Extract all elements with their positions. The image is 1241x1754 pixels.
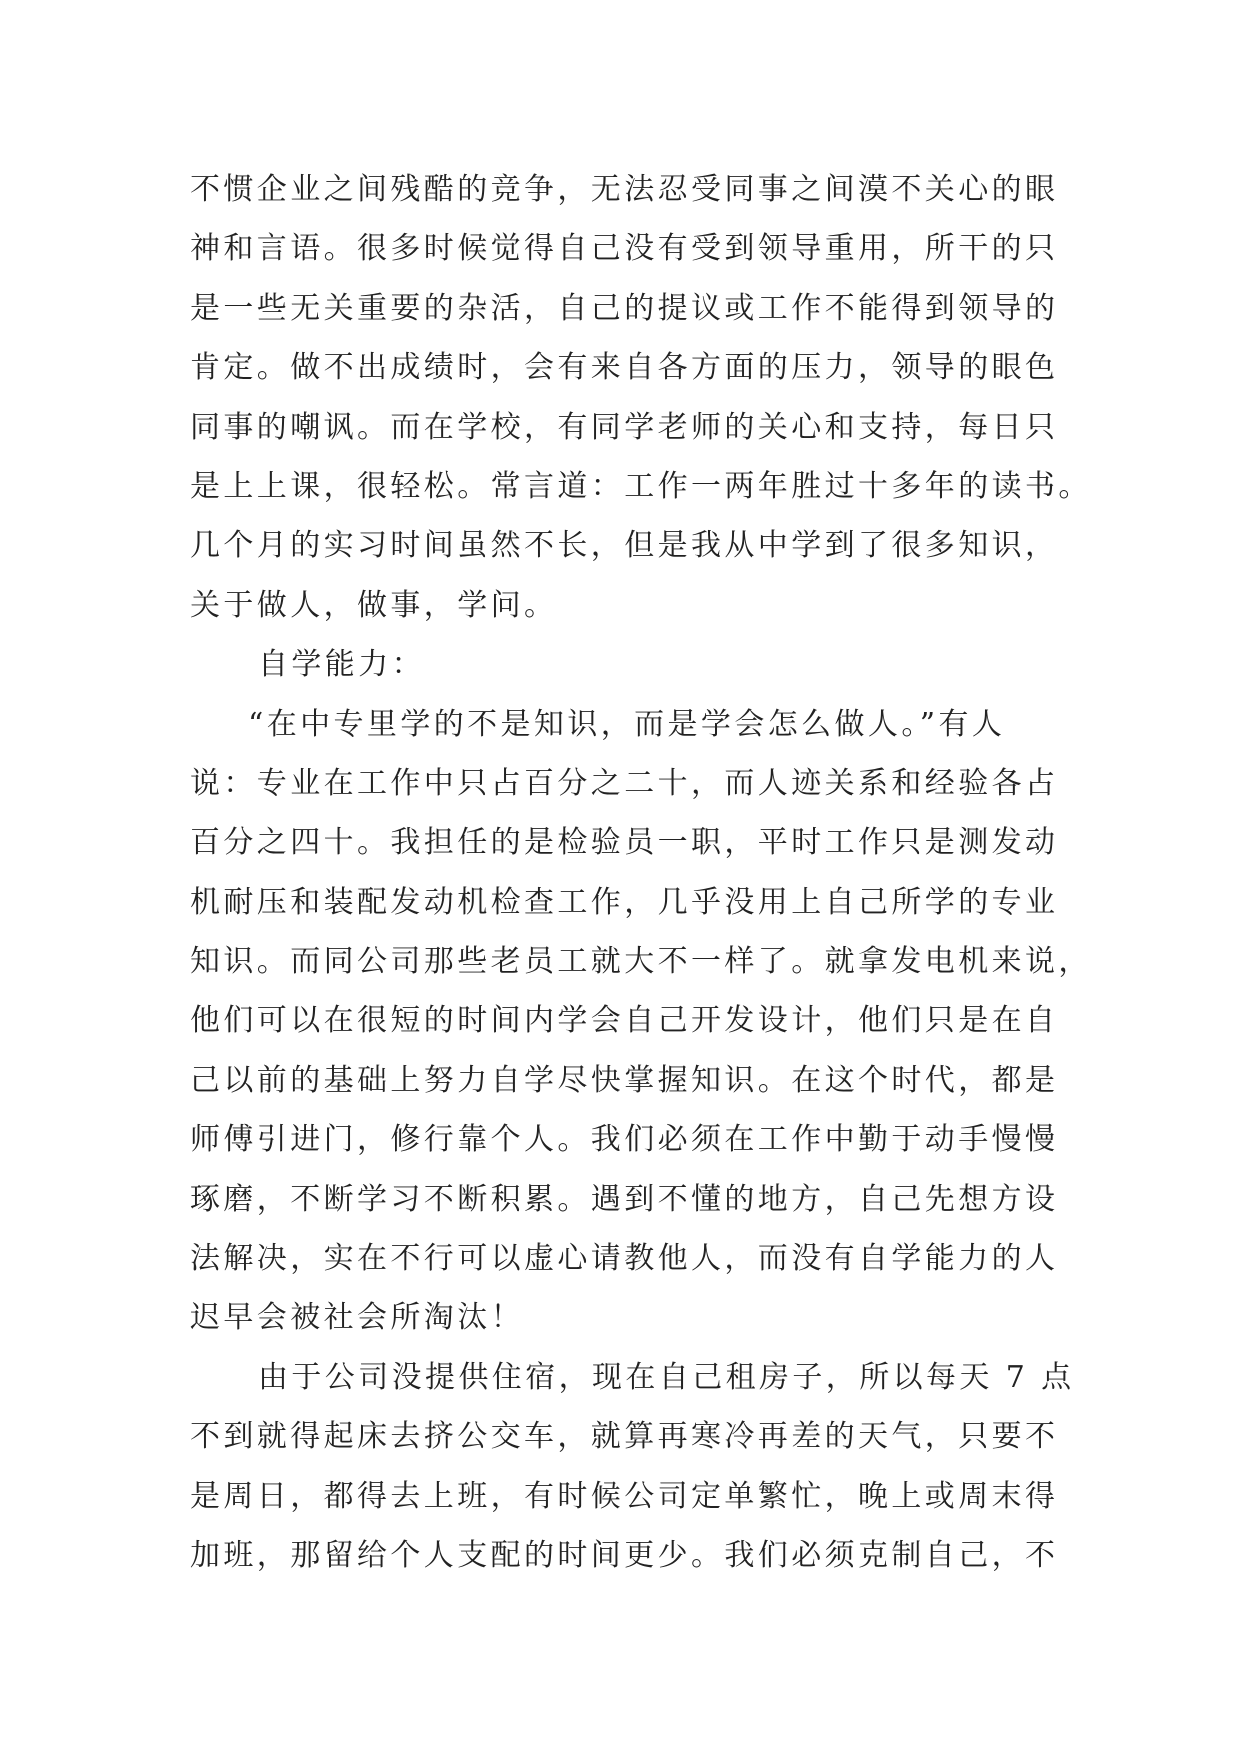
- text-line: 知识。而同公司那些老员工就大不一样了。就拿发电机来说，: [190, 944, 1092, 980]
- text-line: 几个月的实习时间虽然不长，但是我从中学到了很多知识，: [190, 528, 1059, 564]
- text-line: 不到就得起床去挤公交车，就算再寒冷再差的天气，只要不: [190, 1419, 1059, 1455]
- body-text: [190, 160, 1092, 1585]
- text-line: 加班，那留给个人支配的时间更少。我们必须克制自己，不: [190, 1537, 1059, 1573]
- text-line: 琢磨，不断学习不断积累。遇到不懂的地方，自己先想方设: [190, 1181, 1059, 1217]
- text-line: 是周日，都得去上班，有时候公司定单繁忙，晚上或周末得: [190, 1478, 1059, 1514]
- text-line: 肯定。做不出成绩时，会有来自各方面的压力，领导的眼色: [190, 350, 1059, 386]
- text-line: 由于公司没提供住宿，现在自己租房子，所以每天 7 点: [258, 1359, 1075, 1395]
- text-line: 百分之四十。我担任的是检验员一职，平时工作只是测发动: [190, 825, 1059, 861]
- text-line: “在中专里学的不是知识，而是学会怎么做人。”有人: [248, 706, 1006, 742]
- text-line: 法解决，实在不行可以虚心请教他人，而没有自学能力的人: [190, 1241, 1059, 1277]
- text-line: 他们可以在很短的时间内学会自己开发设计，他们只是在自: [190, 1003, 1059, 1039]
- text-line: 关于做人，做事，学问。: [190, 587, 558, 623]
- text-line: 说：专业在工作中只占百分之二十，而人迹关系和经验各占: [190, 765, 1059, 801]
- section-heading: 自学能力：: [258, 647, 425, 683]
- text-line: 同事的嘲讽。而在学校，有同学老师的关心和支持，每日只: [190, 409, 1059, 445]
- text-line: 是上上课，很轻松。常言道：工作一两年胜过十多年的读书。: [190, 468, 1092, 504]
- text-line: 迟早会被社会所淘汰！: [190, 1300, 524, 1336]
- text-line: 不惯企业之间残酷的竞争，无法忍受同事之间漠不关心的眼: [190, 172, 1059, 207]
- text-line: 神和言语。很多时候觉得自己没有受到领导重用，所干的只: [190, 231, 1059, 267]
- text-line: 机耐压和装配发动机检查工作，几乎没用上自己所学的专业: [190, 884, 1059, 920]
- text-line: 己以前的基础上努力自学尽快掌握知识。在这个时代，都是: [190, 1062, 1059, 1098]
- text-line: 师傅引进门，修行靠个人。我们必须在工作中勤于动手慢慢: [190, 1122, 1059, 1158]
- text-line: 是一些无关重要的杂活，自己的提议或工作不能得到领导的: [190, 290, 1059, 326]
